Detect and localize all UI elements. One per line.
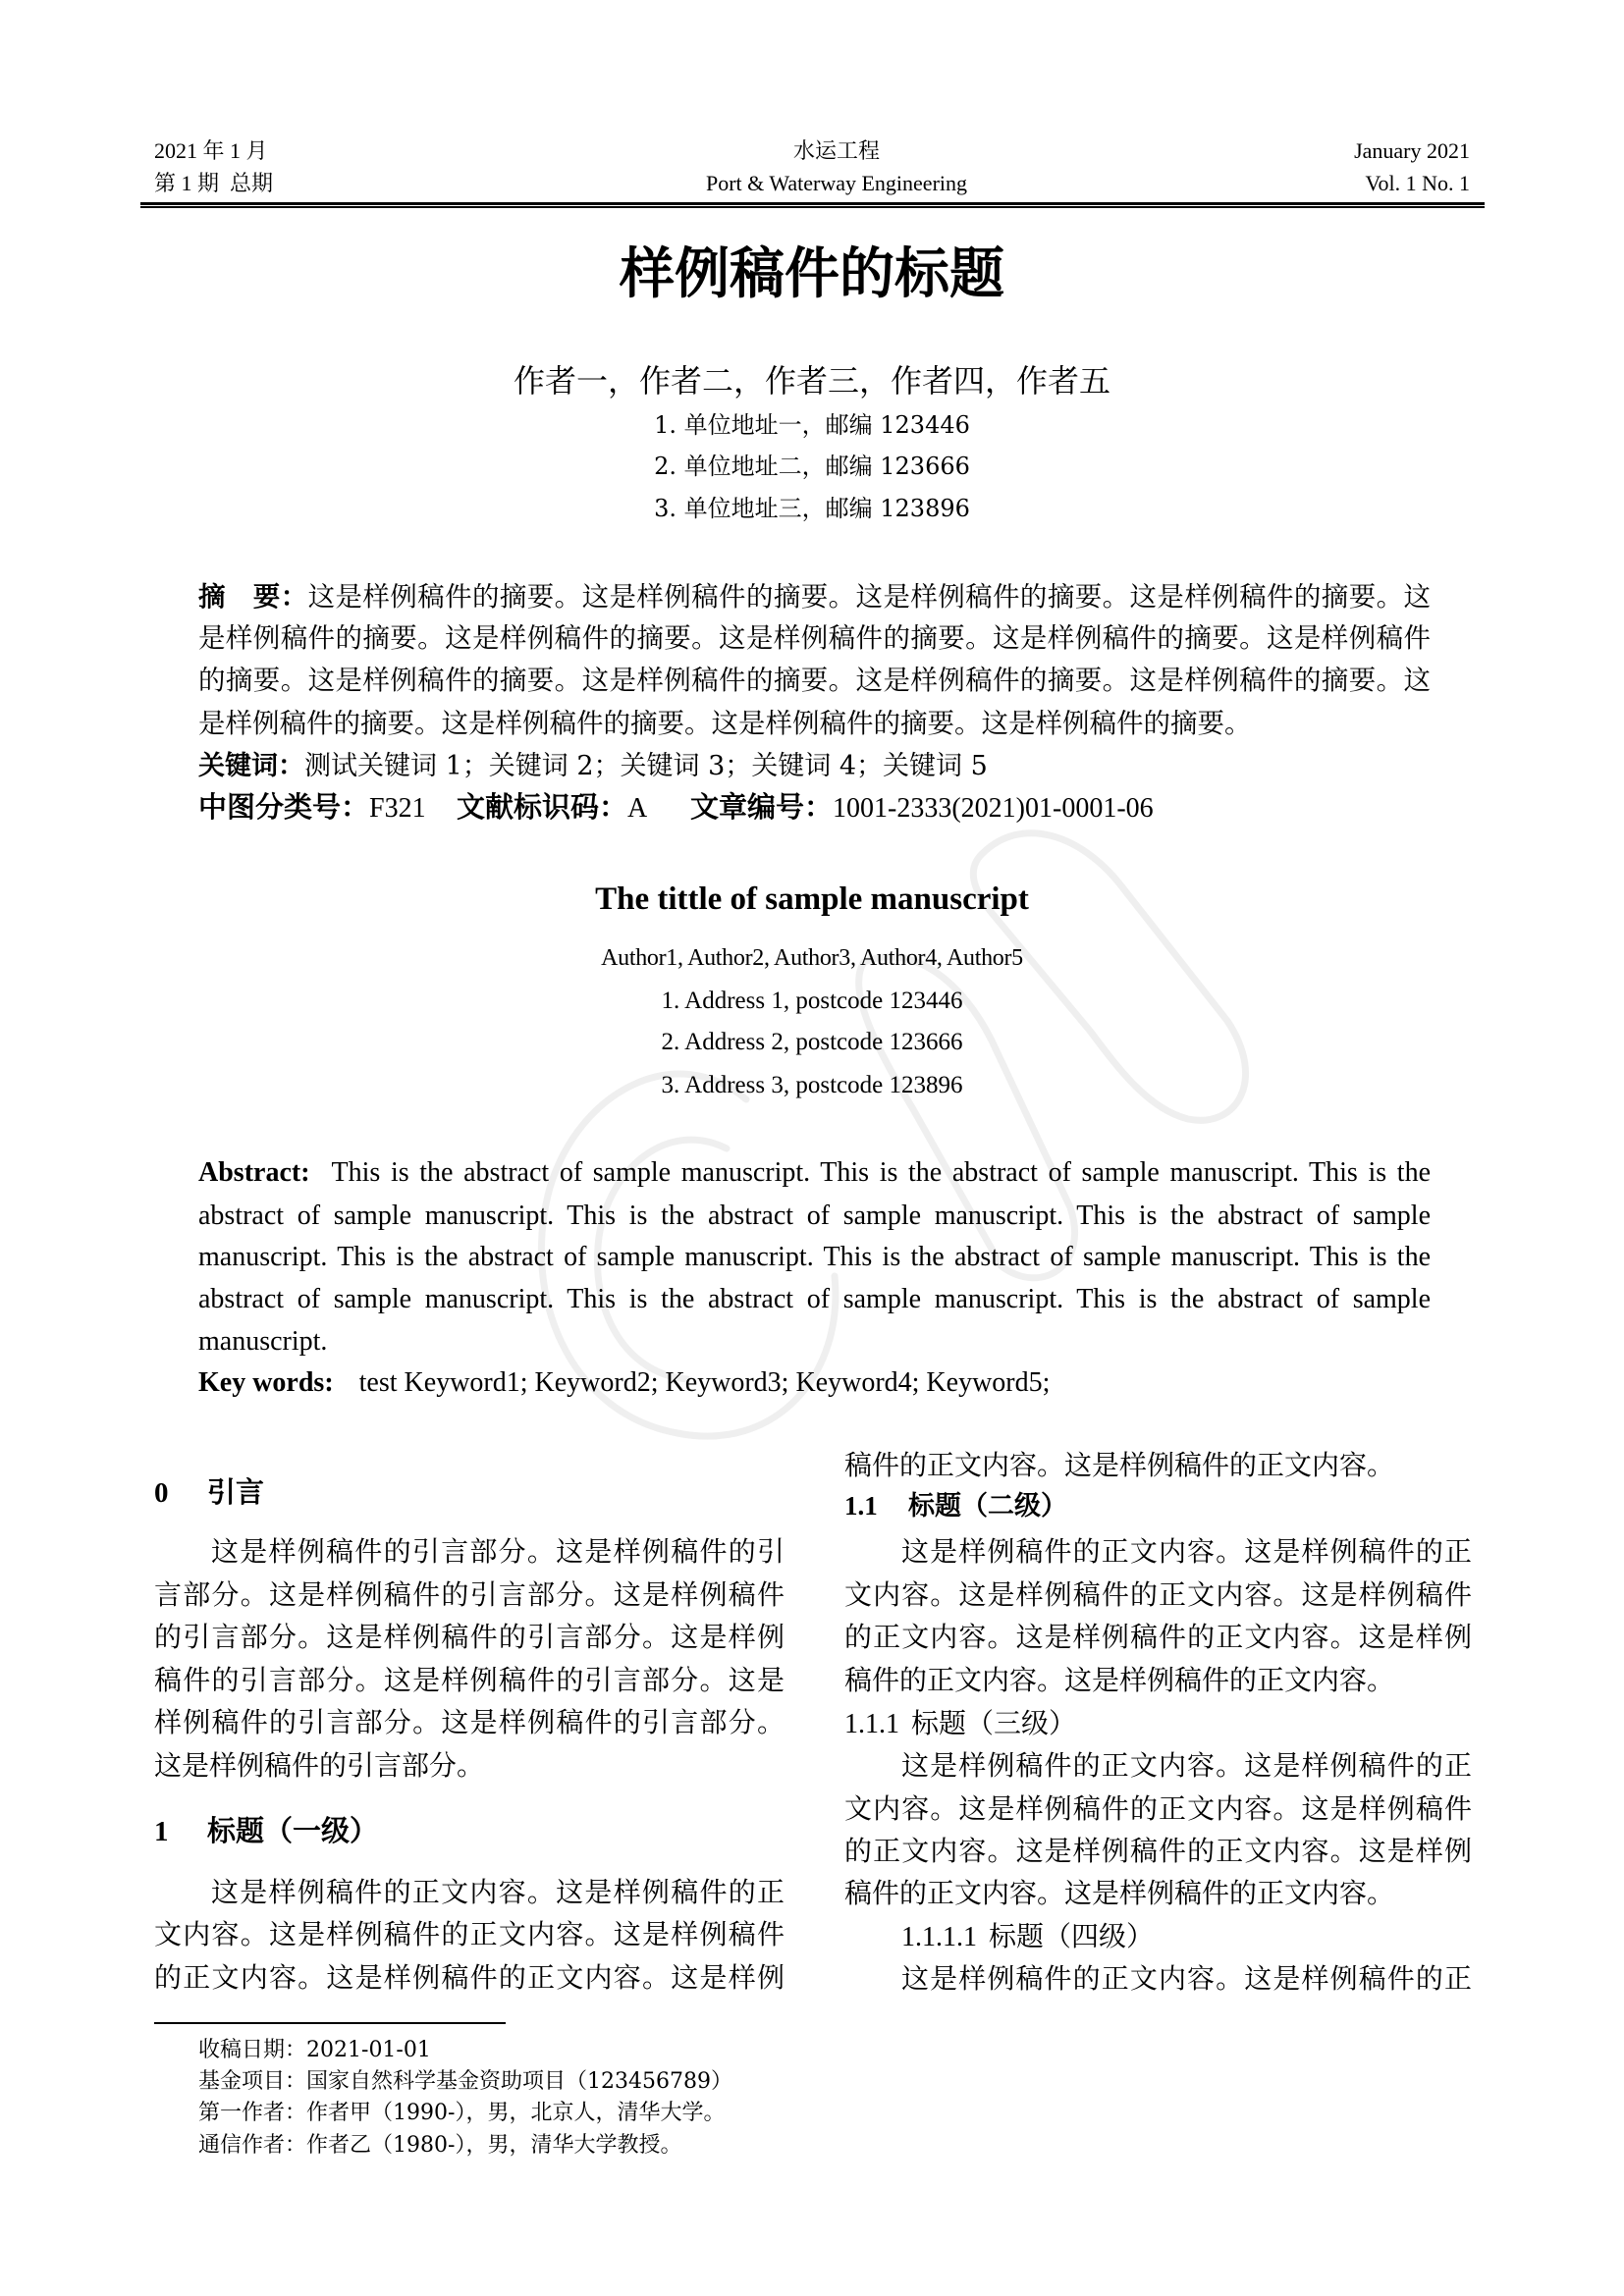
section-heading-level2	[844, 1488, 1067, 1523]
section-heading-level1	[154, 1814, 378, 1849]
clc-value: F321	[369, 793, 426, 824]
header-journal-en: Port & Waterway Engineering	[705, 171, 968, 195]
body-line: 的引言部分。这是样例稿件的引言部分。这是样例	[154, 1623, 785, 1653]
section-title: 标题（一级）	[207, 1816, 379, 1847]
body-line: 样例稿件的引言部分。这是样例稿件的引言部分。	[154, 1708, 785, 1738]
document-code-value: A	[627, 793, 648, 824]
affiliation-cn: 3. 单位地址三，邮编 123896	[654, 495, 970, 522]
authors-cn: 作者一，作者二，作者三，作者四，作者五	[513, 362, 1110, 400]
authors-en: Author1, Author2, Author3, Author4, Author5	[601, 945, 1023, 971]
footnote-text: 作者甲（1990-），男，北京人，清华大学。	[306, 2101, 726, 2125]
body-line: 文内容。这是样例稿件的正文内容。这是样例稿件	[154, 1920, 785, 1950]
keywords-en-text: test Keyword1; Keyword2; Keyword3; Keyword4; Keyword5;	[358, 1367, 1051, 1398]
abstract-en-line: manuscript. This is the abstract of sample manuscript. This is the abstract of sample manuscript. This is the	[198, 1242, 1431, 1272]
body-line: 文内容。这是样例稿件的正文内容。这是样例稿件	[844, 1794, 1472, 1825]
footnote-first-author	[198, 2099, 725, 2128]
affiliation-en: 2. Address 2, postcode 123666	[661, 1029, 963, 1055]
affiliation-en: 3. Address 3, postcode 123896	[661, 1072, 963, 1098]
footnote-corresponding-author	[198, 2131, 681, 2161]
footnote-label: 基金项目：	[198, 2069, 307, 2094]
footnote-text: 国家自然科学基金资助项目（123456789）	[306, 2069, 732, 2094]
keywords-cn-label: 关键词：	[198, 751, 304, 780]
header-double-rule	[140, 202, 1485, 208]
clc-label: 中图分类号：	[198, 792, 370, 824]
abstract-en-line	[198, 1155, 1431, 1191]
body-line: 这是样例稿件的引言部分。	[154, 1751, 485, 1782]
section-number: 1	[154, 1816, 169, 1847]
header-date-en: January 2021	[1354, 138, 1470, 163]
abstract-en-line: abstract of sample manuscript. This is the abstract of sample manuscript. This is the abstract of sample	[198, 1201, 1431, 1231]
keywords-cn	[198, 748, 988, 784]
section-title: 标题（二级）	[908, 1491, 1067, 1521]
title-en: The tittle of sample manuscript	[595, 881, 1029, 917]
body-line: 的正文内容。这是样例稿件的正文内容。这是样例	[844, 1837, 1472, 1867]
body-line: 稿件的引言部分。这是样例稿件的引言部分。这是	[154, 1666, 785, 1696]
keywords-en	[198, 1365, 1050, 1401]
footnote-text: 作者乙（1980-），男，清华大学教授。	[306, 2133, 682, 2158]
section-number: 1.1.1	[844, 1709, 899, 1739]
section-title: 引言	[207, 1477, 265, 1509]
affiliation-en: 1. Address 1, postcode 123446	[661, 988, 963, 1014]
body-line: 文内容。这是样例稿件的正文内容。这是样例稿件	[844, 1580, 1472, 1611]
abstract-cn-label: 摘 要：	[198, 581, 308, 612]
body-line: 这是样例稿件的正文内容。这是样例稿件的正	[901, 1537, 1472, 1568]
abstract-en-label: Abstract:	[198, 1157, 310, 1188]
footnote-received-date	[198, 2036, 431, 2065]
body-line: 这是样例稿件的正文内容。这是样例稿件的正	[901, 1964, 1472, 1995]
article-number-value: 1001-2333(2021)01-0001-06	[833, 793, 1154, 824]
document-code	[457, 790, 647, 827]
abstract-en-text: This is the abstract of sample manuscript. This is the abstract of sample manuscript. This is the	[331, 1157, 1431, 1188]
section-number: 1.1.1.1	[901, 1922, 977, 1952]
body-line: 的正文内容。这是样例稿件的正文内容。这是样例	[154, 1963, 785, 1994]
header-date-cn: 2021 年 1 月	[154, 138, 268, 163]
header-rule-thin	[140, 206, 1485, 208]
clc-number	[198, 790, 426, 827]
abstract-cn-text: 这是样例稿件的摘要。这是样例稿件的摘要。这是样例稿件的摘要。这是样例稿件的摘要。这	[307, 581, 1431, 613]
body-line: 稿件的正文内容。这是样例稿件的正文内容。	[844, 1666, 1395, 1696]
keywords-en-label: Key words:	[198, 1367, 334, 1398]
section-number: 1.1	[844, 1491, 878, 1521]
affiliation-cn: 2. 单位地址二，邮编 123666	[654, 453, 970, 480]
section-number: 0	[154, 1477, 169, 1509]
abstract-en-line: abstract of sample manuscript. This is the abstract of sample manuscript. This is the abstract of sample	[198, 1284, 1431, 1314]
affiliation-cn: 1. 单位地址一，邮编 123446	[654, 411, 970, 439]
article-number	[690, 790, 1154, 827]
body-line: 这是样例稿件的正文内容。这是样例稿件的正	[901, 1751, 1472, 1782]
document-code-label: 文献标识码：	[457, 792, 628, 824]
body-line: 言部分。这是样例稿件的引言部分。这是样例稿件	[154, 1580, 785, 1611]
footnote-label: 第一作者：	[198, 2101, 307, 2125]
title-cn: 样例稿件的标题	[620, 242, 1004, 304]
abstract-cn-line: 是样例稿件的摘要。这是样例稿件的摘要。这是样例稿件的摘要。这是样例稿件的摘要。	[198, 708, 1252, 739]
section-title: 标题（三级）	[911, 1709, 1077, 1739]
abstract-cn-line: 的摘要。这是样例稿件的摘要。这是样例稿件的摘要。这是样例稿件的摘要。这是样例稿件的摘要。这	[198, 665, 1431, 696]
abstract-en-line: manuscript.	[198, 1326, 328, 1357]
abstract-cn-line: 是样例稿件的摘要。这是样例稿件的摘要。这是样例稿件的摘要。这是样例稿件的摘要。这是样例稿件	[198, 622, 1431, 654]
footnote-rule	[154, 2022, 506, 2024]
body-line: 稿件的正文内容。这是样例稿件的正文内容。	[844, 1451, 1395, 1481]
section-title: 标题（四级）	[989, 1922, 1155, 1952]
section-heading-level3	[844, 1707, 1076, 1742]
keywords-cn-text: 测试关键词 1；关键词 2；关键词 3；关键词 4；关键词 5	[304, 751, 988, 781]
article-number-label: 文章编号：	[690, 792, 834, 824]
header-issue-cn: 第 1 期 总期	[154, 171, 274, 195]
body-line: 这是样例稿件的引言部分。这是样例稿件的引	[211, 1537, 785, 1568]
abstract-cn-line	[198, 579, 1431, 614]
body-line: 这是样例稿件的正文内容。这是样例稿件的正	[211, 1878, 785, 1908]
header-volume-en: Vol. 1 No. 1	[1365, 171, 1470, 195]
header-rule-thick	[140, 202, 1485, 205]
section-heading-level4	[901, 1920, 1154, 1955]
body-line: 稿件的正文内容。这是样例稿件的正文内容。	[844, 1879, 1395, 1909]
body-line: 的正文内容。这是样例稿件的正文内容。这是样例	[844, 1623, 1472, 1653]
footnote-funding	[198, 2067, 732, 2097]
footnote-text: 2021-01-01	[306, 2038, 431, 2062]
footnote-label: 通信作者：	[198, 2133, 307, 2158]
footnote-label: 收稿日期：	[198, 2038, 307, 2062]
section-heading-level1	[154, 1475, 264, 1511]
header-journal-cn: 水运工程	[792, 138, 880, 163]
